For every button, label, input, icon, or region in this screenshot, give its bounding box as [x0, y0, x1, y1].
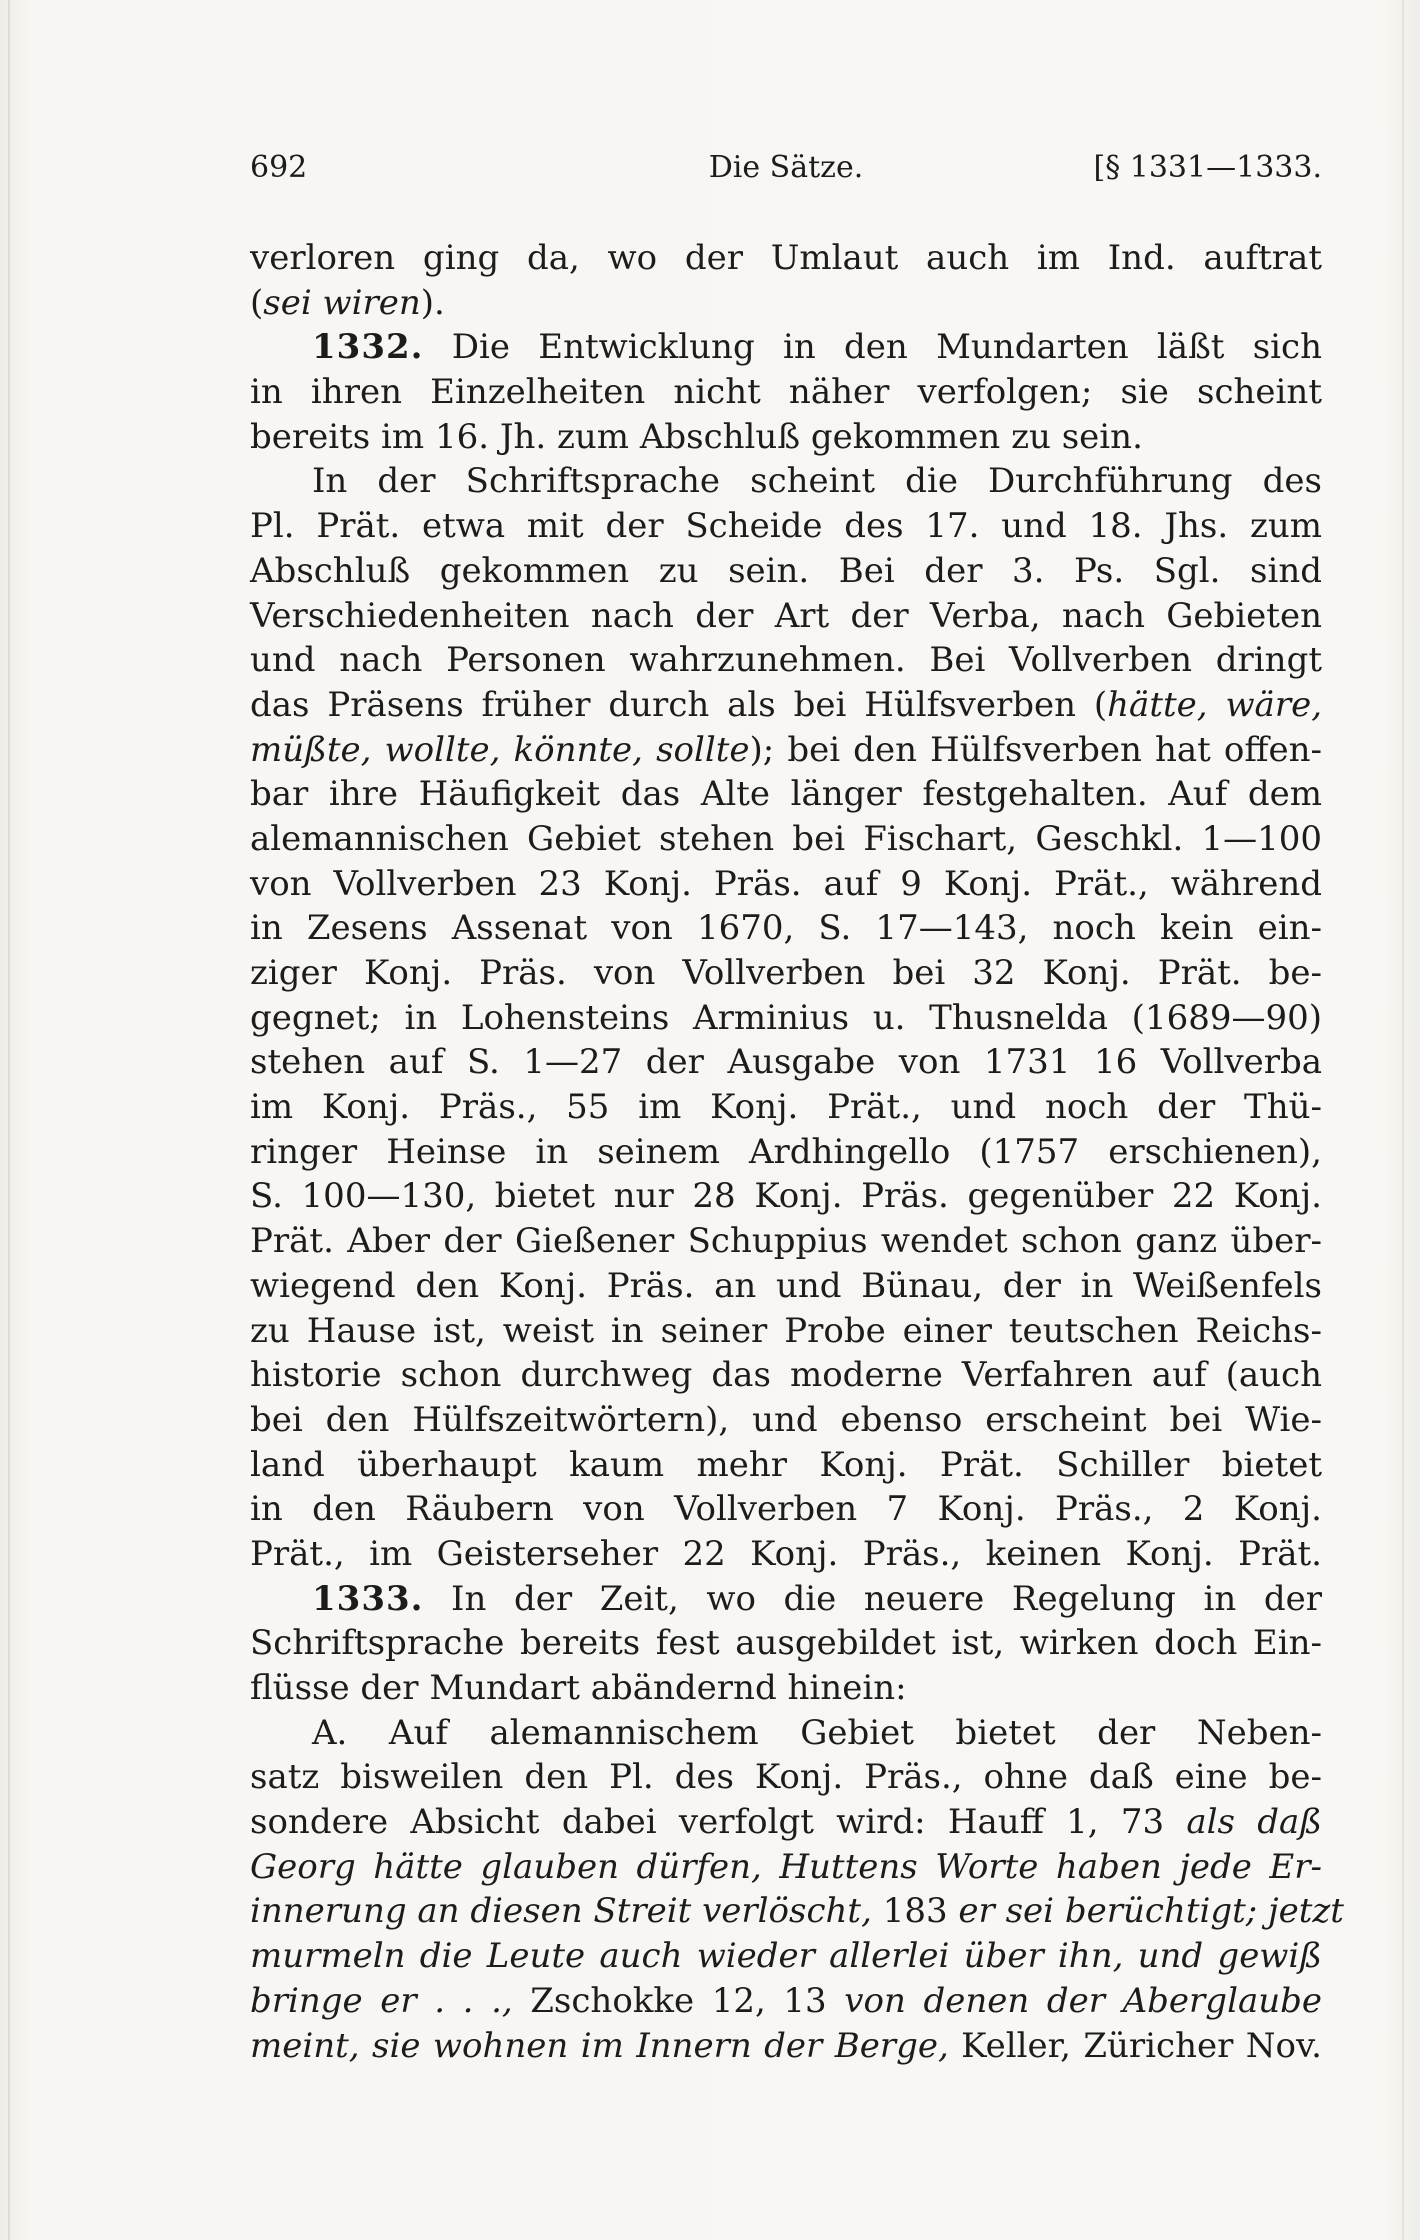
text-line: in Zesens Assenat von 1670, S. 17—143, noch kein ein- [250, 908, 1322, 949]
text-line: A. Auf alemannischem Gebiet bietet der Neben- [312, 1712, 1322, 1753]
italic-example: sei wiren [263, 282, 421, 323]
italic-example: als daß [1186, 1802, 1322, 1843]
text-line: 1333. In der Zeit, wo die neuere Regelung in der [312, 1578, 1322, 1619]
paragraph-number: 1332. [312, 327, 424, 368]
text-line: ringer Heinse in seinem Ardhingello (1757 erschienen), [250, 1131, 1322, 1172]
text-line: S. 100—130, bietet nur 28 Konj. Präs. gegenüber 22 Konj. [250, 1176, 1322, 1217]
section-reference: [§ 1331—1333. [1093, 150, 1322, 185]
italic-example: bringe er . . ., [250, 1980, 513, 2021]
text-line: In der Schriftsprache scheint die Durchführung des [312, 461, 1322, 502]
italic-example: müßte, wollte, könnte, sollte [250, 729, 750, 770]
text-line: und nach Personen wahrzunehmen. Bei Vollverben dringt [250, 640, 1322, 681]
text-line: Abschluß gekommen zu sein. Bei der 3. Ps. Sgl. sind [250, 550, 1322, 591]
text-line: flüsse der Mundart abändernd hinein: [250, 1668, 907, 1708]
text-line: in ihren Einzelheiten nicht näher verfolgen; sie scheint [250, 372, 1322, 413]
text-line: bereits im 16. Jh. zum Abschluß gekommen zu sein. [250, 416, 1143, 457]
italic-example: von denen der Aberglaube [844, 1980, 1322, 2021]
text-line: alemannischen Gebiet stehen bei Fischart, Geschkl. 1—100 [250, 818, 1322, 859]
text-line: satz bisweilen den Pl. des Konj. Präs., ohne daß eine be- [250, 1757, 1322, 1798]
page-number: 692 [250, 150, 308, 185]
text-line: ziger Konj. Präs. von Vollverben bei 32 Konj. Prät. be- [250, 953, 1322, 993]
text-line: sondere Absicht dabei verfolgt wird: Hauff 1, 73 als daß [250, 1802, 1322, 1843]
scan-edge-left [8, 0, 10, 2240]
text-line: in den Räubern von Vollverben 7 Konj. Präs., 2 Konj. [250, 1489, 1322, 1530]
italic-example: er sei berüchtigt; jetzt [958, 1891, 1344, 1932]
italic-example: Georg hätte glauben dürfen, Huttens Worte haben jede Er- [250, 1846, 1322, 1887]
text-line: zu Hause ist, weist in seiner Probe einer teutschen Reichs- [250, 1310, 1322, 1351]
running-title: Die Sätze. [708, 150, 864, 185]
italic-example: murmeln die Leute auch wieder allerlei über ihn, und gewiß [250, 1936, 1322, 1977]
paragraph-number: 1333. [312, 1578, 424, 1619]
text-line: im Konj. Präs., 55 im Konj. Prät., und noch der Thü- [250, 1087, 1322, 1128]
text-line: (sei wiren). [250, 282, 445, 323]
text-line: Schriftsprache bereits fest ausgebildet ist, wirken doch Ein- [250, 1623, 1322, 1664]
text-line: von Vollverben 23 Konj. Präs. auf 9 Konj. Prät., während [250, 863, 1322, 904]
italic-example: innerung an diesen Streit verlöscht, [250, 1891, 872, 1932]
text-line: gegnet; in Lohensteins Arminius u. Thusnelda (1689—90) [250, 997, 1322, 1038]
scan-edge-right [1402, 0, 1404, 2240]
text-line: verloren ging da, wo der Umlaut auch im Ind. auftrat [250, 238, 1322, 278]
text-line: wiegend den Konj. Präs. an und Bünau, der in Weißenfels [250, 1265, 1322, 1306]
text-line: Pl. Prät. etwa mit der Scheide des 17. und 18. Jhs. zum [250, 506, 1322, 547]
italic-example: meint, sie wohnen im Innern der Berge, [250, 2025, 949, 2066]
text-line: stehen auf S. 1—27 der Ausgabe von 1731 16 Vollverba [250, 1042, 1322, 1083]
text-line: bei den Hülfszeitwörtern), und ebenso erscheint bei Wie- [250, 1399, 1322, 1440]
text-line: 1332. Die Entwicklung in den Mundarten läßt sich [312, 327, 1322, 368]
text-line: meint, sie wohnen im Innern der Berge, Keller, Züricher Nov. [250, 2025, 1322, 2066]
text-line: müßte, wollte, könnte, sollte); bei den Hülfsverben hat offen- [250, 729, 1323, 770]
text-line: das Präsens früher durch als bei Hülfsverben (hätte, wäre, [250, 684, 1322, 725]
text-line [250, 1934, 1322, 1979]
page-header [250, 150, 1322, 200]
text-line: Prät., im Geisterseher 22 Konj. Präs., keinen Konj. Prät. [250, 1533, 1322, 1574]
text-line: Verschiedenheiten nach der Art der Verba, nach Gebieten [250, 595, 1322, 636]
text-line: Prät. Aber der Gießener Schuppius wendet schon ganz über- [250, 1221, 1322, 1262]
text-line [250, 1845, 1322, 1890]
text-line: innerung an diesen Streit verlöscht, 183 er sei berüchtigt; jetzt [250, 1891, 1344, 1932]
body-text [250, 236, 1344, 2068]
italic-example: hätte, wäre, [1107, 684, 1322, 725]
text-line: bar ihre Häufigkeit das Alte länger festgehalten. Auf dem [250, 774, 1322, 815]
text-line: bringe er . . ., Zschokke 12, 13 von denen der Aberglaube [250, 1980, 1322, 2021]
text-line: land überhaupt kaum mehr Konj. Prät. Schiller bietet [250, 1444, 1322, 1485]
text-line: historie schon durchweg das moderne Verfahren auf (auch [250, 1355, 1322, 1396]
